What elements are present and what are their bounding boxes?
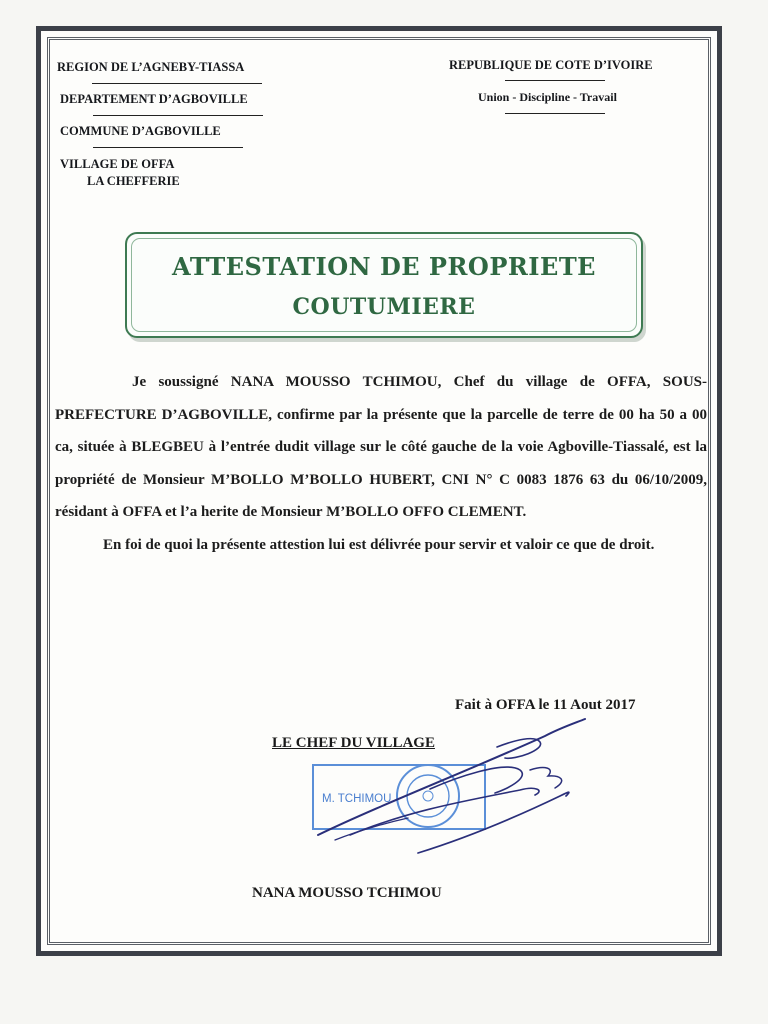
body-paragraph-2: En foi de quoi la présente attestion lui est délivrée pour servir et valoir ce que de droit. [103, 536, 655, 553]
body-paragraph-1: Je soussigné NANA MOUSSO TCHIMOU, Chef du village de OFFA, SOUS-PREFECTURE D’AGBOVILLE, confirme par la présente que la parcelle de terre de 00 ha 50 a 00 ca, située à BLEGBEU à l’entrée dudit village sur le côté gauche de la voie Agboville-Tiassalé, est la propriété de Monsieur M’BOLLO M’BOLLO HUBERT, CNI N° C 0083 1876 63 du 06/10/2009, résidant à OFFA et l’a herite de Monsieur M’BOLLO OFFO CLEMENT. [55, 374, 707, 520]
header-motto: Union - Discipline - Travail [478, 90, 617, 104]
header-departement: DEPARTEMENT D’AGBOVILLE [60, 92, 248, 106]
handwritten-signature [318, 719, 585, 853]
stamp-name: M. TCHIMOU [322, 793, 392, 805]
header-commune: COMMUNE D’AGBOVILLE [60, 124, 221, 138]
header-region: REGION DE L’AGNEBY-TIASSA [57, 60, 245, 74]
header-village: VILLAGE DE OFFA [60, 157, 175, 171]
place-date: Fait à OFFA le 11 Aout 2017 [455, 697, 636, 713]
signatory-name: NANA MOUSSO TCHIMOU [252, 885, 442, 901]
signatory-title: LE CHEF DU VILLAGE [272, 735, 435, 751]
title-line-2: COUTUMIERE [292, 294, 476, 320]
title-line-1: ATTESTATION DE PROPRIETE [172, 252, 596, 281]
header-chefferie: LA CHEFFERIE [87, 174, 180, 188]
header-country: REPUBLIQUE DE COTE D’IVOIRE [449, 58, 653, 72]
